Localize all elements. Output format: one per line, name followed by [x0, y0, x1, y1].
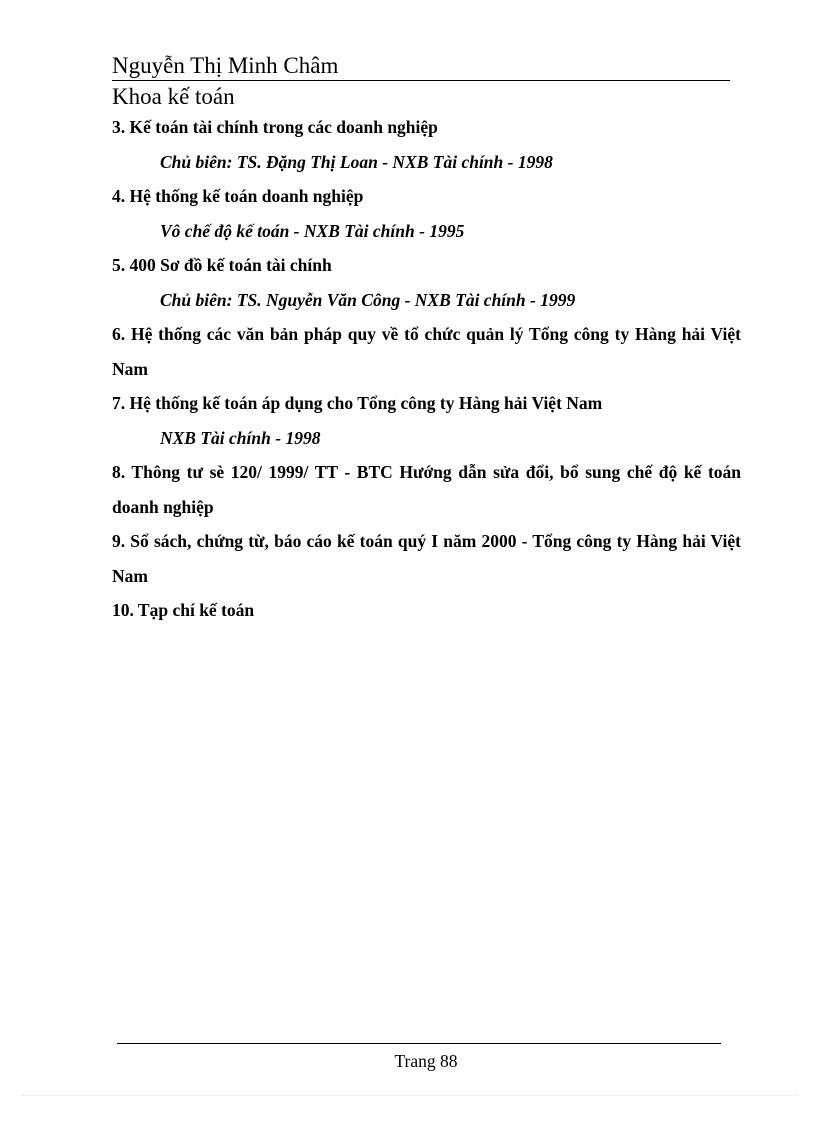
- reference-item: [112, 317, 741, 386]
- reference-title: 7. Hệ thống kế toán áp dụng cho Tổng công ty Hàng hải Việt Nam: [112, 393, 603, 413]
- reference-detail: Chủ biên: TS. Đặng Thị Loan - NXB Tài chính - 1998: [160, 151, 553, 172]
- reference-title: 10. Tạp chí kế toán: [112, 600, 255, 620]
- header-department: Khoa kế toán: [112, 84, 235, 109]
- reference-title: 9. Sổ sách, chứng từ, báo cáo kế toán quý I năm 2000 - Tổng công ty Hàng hải Việt Nam: [112, 531, 741, 586]
- reference-detail: Vô chế độ kế toán - NXB Tài chính - 1995: [160, 220, 465, 241]
- reference-item: [112, 179, 741, 248]
- reference-item: [112, 248, 741, 317]
- header-author: Nguyễn Thị Minh Châm: [112, 53, 339, 78]
- reference-detail: Chủ biên: TS. Nguyễn Văn Công - NXB Tài chính - 1999: [160, 289, 576, 310]
- reference-title: 8. Thông tư sè 120/ 1999/ TT - BTC Hướng dẫn sửa đổi, bổ sung chế độ kế toán doanh nghiệp: [112, 462, 741, 517]
- reference-title: 5. 400 Sơ đồ kế toán tài chính: [112, 255, 332, 275]
- reference-item: [112, 386, 741, 455]
- reference-title: 3. Kế toán tài chính trong các doanh nghiệp: [112, 117, 438, 137]
- reference-item: [112, 593, 741, 628]
- reference-title: 6. Hệ thống các văn bản pháp quy về tổ chức quản lý Tổng công ty Hàng hải Việt Nam: [112, 324, 741, 379]
- reference-detail: NXB Tài chính - 1998: [160, 427, 321, 448]
- reference-item: [112, 524, 741, 593]
- page-number: Trang 88: [394, 1051, 458, 1071]
- reference-title: 4. Hệ thống kế toán doanh nghiệp: [112, 186, 364, 206]
- reference-item: [112, 110, 741, 179]
- page-edge-divider: [22, 1095, 798, 1096]
- reference-list: [112, 110, 741, 628]
- footer-divider: [117, 1043, 721, 1044]
- reference-item: [112, 455, 741, 524]
- header-divider: [112, 80, 730, 81]
